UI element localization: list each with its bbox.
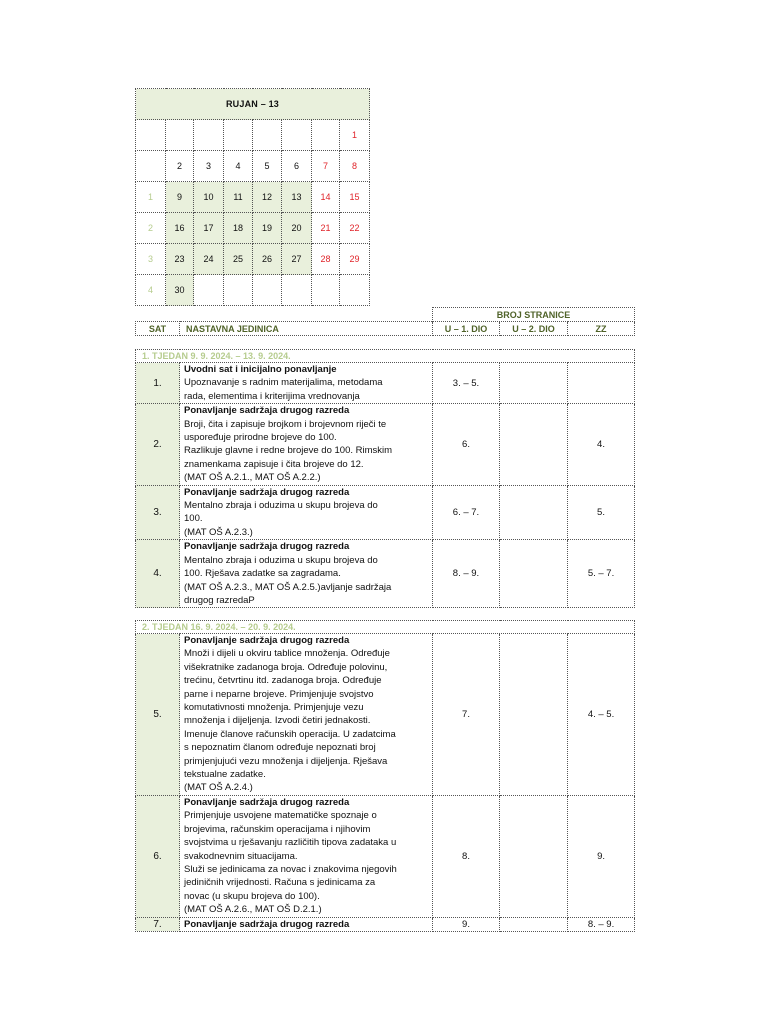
calendar-day: 14: [312, 182, 340, 213]
calendar-row: [136, 213, 370, 244]
calendar-day: 4: [224, 151, 253, 182]
lesson-content: [180, 404, 433, 485]
calendar-day: 3: [194, 151, 224, 182]
pages-u2: [500, 634, 568, 796]
calendar-day: 6: [282, 151, 312, 182]
pages-u2: [500, 363, 568, 404]
lesson-content: [180, 363, 433, 404]
lesson-line: Broji, čita i zapisuje brojkom i brojevnom riječi te: [184, 418, 387, 430]
calendar-day: [224, 275, 253, 306]
calendar-day: 15: [340, 182, 370, 213]
pages-u2: [500, 404, 568, 485]
lesson-line: višekratnike zadanoga broja. Određuje polovinu,: [184, 661, 388, 673]
pages-u1: 6.: [433, 404, 500, 485]
calendar-day: [224, 120, 253, 151]
sat-heading: SAT: [136, 322, 180, 336]
calendar-day: [253, 120, 282, 151]
calendar-day: 2: [166, 151, 194, 182]
week-number: 4: [136, 275, 166, 306]
calendar-day: [166, 120, 194, 151]
lesson-content: [180, 917, 433, 931]
calendar-day: 13: [282, 182, 312, 213]
calendar-day: 25: [224, 244, 253, 275]
lesson-content: [180, 485, 433, 540]
pages-u1: 3. – 5.: [433, 363, 500, 404]
lesson-line: 100. Rješava zadatke sa zagradama.: [184, 568, 341, 580]
plan-header: [135, 307, 635, 336]
week-number: [136, 151, 166, 182]
pages-zz: [568, 363, 635, 404]
lesson-content: [180, 634, 433, 796]
calendar-day: 30: [166, 275, 194, 306]
calendar-day: [340, 275, 370, 306]
lesson-title: Ponavljanje sadržaja drugog razreda: [184, 796, 350, 808]
lesson-number: 5.: [136, 634, 180, 796]
lesson-line: Mentalno zbraja i oduzima u skupu brojeva do: [184, 500, 378, 512]
week-number: 3: [136, 244, 166, 275]
calendar-day: 23: [166, 244, 194, 275]
calendar-day: 27: [282, 244, 312, 275]
pages-zz: 9.: [568, 795, 635, 917]
calendar-day: 22: [340, 213, 370, 244]
lesson-line: drugog razredaP: [184, 594, 255, 606]
calendar-day: 24: [194, 244, 224, 275]
calendar-day: 11: [224, 182, 253, 213]
calendar-row: [136, 182, 370, 213]
lesson-title: Uvodni sat i inicijalno ponavljanje: [184, 364, 337, 375]
pages-u2: [500, 795, 568, 917]
lesson-line: svakodnevnim situacijama.: [184, 850, 298, 862]
lesson-number: 4.: [136, 540, 180, 608]
lesson-line: (MAT OŠ A.2.1., MAT OŠ A.2.2.): [184, 472, 321, 484]
lesson-line: tekstualne zadatke.: [184, 769, 266, 781]
week-number: 2: [136, 213, 166, 244]
pages-u1: 6. – 7.: [433, 485, 500, 540]
lesson-line: jediničnih vrijednosti. Računa s jedinicama za: [184, 877, 376, 889]
calendar-day: 7: [312, 151, 340, 182]
lesson-row: [136, 917, 635, 931]
lesson-row: [136, 795, 635, 917]
lesson-line: uspoređuje prirodne brojeve do 100.: [184, 432, 337, 444]
lesson-title: Ponavljanje sadržaja drugog razreda: [184, 541, 350, 553]
calendar-row: [136, 244, 370, 275]
u2-heading: U – 2. DIO: [500, 322, 568, 336]
lesson-line: svojstvima u rješavanju različitih tipova zadataka u: [184, 837, 397, 849]
week-title: 1. TJEDAN 9. 9. 2024. – 13. 9. 2024.: [136, 350, 635, 363]
broj-stranice-heading: BROJ STRANICE: [433, 308, 635, 322]
pages-zz: 8. – 9.: [568, 917, 635, 931]
pages-u2: [500, 540, 568, 608]
lesson-row: [136, 404, 635, 485]
lesson-line: Služi se jedinicama za novac i znakovima njegovih: [184, 863, 397, 875]
pages-zz: 4.: [568, 404, 635, 485]
lesson-row: [136, 634, 635, 796]
lesson-line: Imenuje članove računskih operacija. U zadatcima: [184, 728, 396, 740]
nastavna-jedinica-heading: NASTAVNA JEDINICA: [180, 322, 433, 336]
week-table: [135, 349, 635, 608]
lesson-number: 1.: [136, 363, 180, 404]
pages-u1: 9.: [433, 917, 500, 931]
calendar-day: 12: [253, 182, 282, 213]
pages-zz: 5.: [568, 485, 635, 540]
calendar-day: [194, 120, 224, 151]
lesson-content: [180, 795, 433, 917]
lesson-line: novac (u skupu brojeva do 100).: [184, 890, 320, 902]
lesson-title: Ponavljanje sadržaja drugog razreda: [184, 918, 350, 930]
week-number: [136, 120, 166, 151]
pages-zz: 4. – 5.: [568, 634, 635, 796]
lesson-title: Ponavljanje sadržaja drugog razreda: [184, 405, 350, 417]
lesson-row: [136, 540, 635, 608]
pages-u1: 7.: [433, 634, 500, 796]
lesson-line: (MAT OŠ A.2.3., MAT OŠ A.2.5.)avljanje sadržaja: [184, 581, 392, 593]
calendar-day: 10: [194, 182, 224, 213]
lesson-line: komutativnosti množenja. Primjenjuje vezu: [184, 702, 364, 714]
lesson-number: 2.: [136, 404, 180, 485]
week-number: 1: [136, 182, 166, 213]
pages-u2: [500, 917, 568, 931]
calendar-day: 17: [194, 213, 224, 244]
lesson-line: s nepoznatim članom određuje nepoznati broj: [184, 742, 376, 754]
pages-zz: 5. – 7.: [568, 540, 635, 608]
week-title: 2. TJEDAN 16. 9. 2024. – 20. 9. 2024.: [136, 621, 635, 634]
pages-u2: [500, 485, 568, 540]
calendar-day: [312, 120, 340, 151]
calendar-day: 8: [340, 151, 370, 182]
lesson-line: Množi i dijeli u okviru tablice množenja. Određuje: [184, 648, 390, 660]
lesson-line: trećinu, četvrtinu itd. zadanoga broja. Određuje: [184, 675, 382, 687]
calendar-row: [136, 120, 370, 151]
calendar-day: [194, 275, 224, 306]
calendar-day: [282, 275, 312, 306]
pages-u1: 8. – 9.: [433, 540, 500, 608]
lesson-line: parne i neparne brojeve. Primjenjuje svojstvo: [184, 688, 374, 700]
calendar-day: 26: [253, 244, 282, 275]
lesson-line: Primjenjuje usvojene matematičke spoznaje o: [184, 810, 377, 822]
calendar: [135, 88, 370, 306]
calendar-day: 29: [340, 244, 370, 275]
lesson-number: 7.: [136, 917, 180, 931]
lesson-content: [180, 540, 433, 608]
calendar-day: 1: [340, 120, 370, 151]
lesson-line: (MAT OŠ A.2.4.): [184, 782, 253, 794]
lesson-line: (MAT OŠ A.2.6., MAT OŠ D.2.1.): [184, 904, 322, 916]
lesson-title: Ponavljanje sadržaja drugog razreda: [184, 486, 350, 498]
lesson-row: [136, 363, 635, 404]
lesson-line: množenja i dijeljenja. Izvodi četiri jednakosti.: [184, 715, 371, 727]
calendar-day: 28: [312, 244, 340, 275]
calendar-day: 21: [312, 213, 340, 244]
calendar-day: [312, 275, 340, 306]
calendar-row: [136, 151, 370, 182]
calendar-day: [253, 275, 282, 306]
calendar-row: [136, 275, 370, 306]
calendar-title: RUJAN – 13: [136, 89, 370, 120]
lesson-line: Upoznavanje s radnim materijalima, metodama: [184, 377, 383, 389]
lesson-number: 3.: [136, 485, 180, 540]
lesson-line: primjenjujući vezu množenja i dijeljenja. Rješava: [184, 755, 388, 767]
lesson-line: rada, elementima i kriterijima vrednovanja: [184, 390, 360, 402]
u1-heading: U – 1. DIO: [433, 322, 500, 336]
lesson-row: [136, 485, 635, 540]
zz-heading: ZZ: [568, 322, 635, 336]
calendar-day: 5: [253, 151, 282, 182]
calendar-day: [282, 120, 312, 151]
lesson-line: (MAT OŠ A.2.3.): [184, 526, 253, 538]
lesson-number: 6.: [136, 795, 180, 917]
calendar-day: 9: [166, 182, 194, 213]
calendar-day: 18: [224, 213, 253, 244]
calendar-day: 16: [166, 213, 194, 244]
week-table: [135, 620, 635, 932]
lesson-line: Mentalno zbraja i oduzima u skupu brojeva do: [184, 554, 378, 566]
calendar-day: 19: [253, 213, 282, 244]
lesson-line: 100.: [184, 513, 203, 525]
calendar-day: 20: [282, 213, 312, 244]
lesson-title: Ponavljanje sadržaja drugog razreda: [184, 635, 350, 646]
lesson-line: brojevima, računskim operacijama i njihovim: [184, 823, 371, 835]
pages-u1: 8.: [433, 795, 500, 917]
lesson-line: Razlikuje glavne i redne brojeve do 100. Rimskim: [184, 445, 393, 457]
lesson-line: znamenkama zapisuje i čita brojeve do 12.: [184, 458, 364, 470]
